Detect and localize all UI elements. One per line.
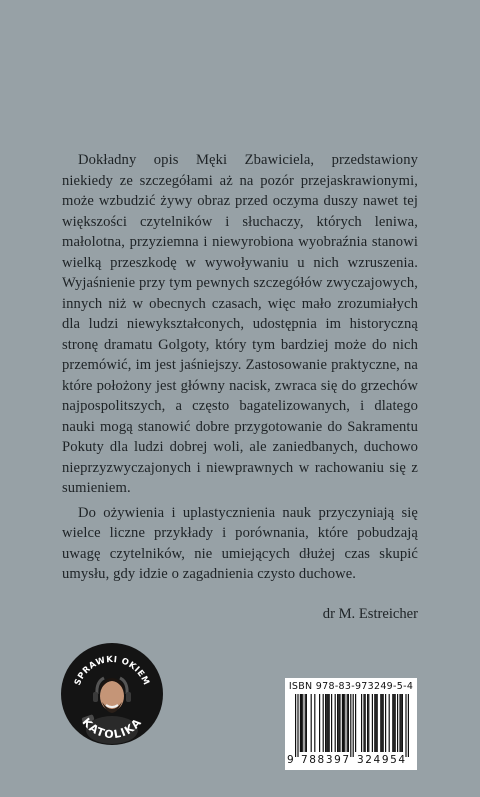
barcode-bar <box>380 694 381 752</box>
barcode-digits-left: 788397 <box>301 754 351 766</box>
barcode-bar <box>393 694 394 752</box>
barcode-bar <box>385 694 386 752</box>
barcode-bar <box>402 694 403 752</box>
barcode-bar <box>327 694 328 752</box>
barcode-bar <box>401 694 402 752</box>
isbn-barcode <box>285 678 417 770</box>
barcode-bar <box>361 694 362 752</box>
barcode-bar <box>302 694 303 752</box>
barcode-bar <box>295 694 296 757</box>
barcode-bar <box>375 694 376 752</box>
barcode-bar <box>383 694 384 752</box>
back-cover-blurb <box>62 150 418 585</box>
barcode-bar <box>392 694 393 752</box>
barcode-bar <box>337 694 338 752</box>
barcode-bar <box>301 694 302 752</box>
barcode-bar <box>367 694 368 752</box>
barcode-bar <box>300 694 301 752</box>
barcode-bar <box>343 694 344 752</box>
barcode-bar <box>365 694 366 752</box>
barcode-bar <box>326 694 327 752</box>
barcode-bar <box>363 694 364 752</box>
barcode-bar <box>342 694 343 752</box>
barcode-bar <box>314 694 315 752</box>
barcode-bars <box>285 678 417 758</box>
barcode-bar <box>381 694 382 752</box>
publisher-logo <box>60 642 164 746</box>
barcode-bar <box>374 694 375 752</box>
barcode-bar <box>353 694 354 757</box>
barcode-digits-right: 324954 <box>357 754 407 766</box>
barcode-bar <box>305 694 306 752</box>
barcode-bar <box>372 694 373 752</box>
barcode-digit-first: 9 <box>287 754 294 766</box>
barcode-bar <box>350 694 351 757</box>
barcode-bar <box>395 694 396 752</box>
barcode-bar <box>348 694 349 752</box>
barcode-bar <box>347 694 348 752</box>
barcode-bar <box>319 694 320 752</box>
barcode-bar <box>335 694 336 752</box>
blurb-paragraph-2: Do ożywienia i uplastycznienia nauk przyczyniają się wielce liczne przykłady i porównania, które pobudzają uwagę czytelników, nie umiejących dłużej czas skupić umysłu, gdy idzie o zagadnienia czysto duchowe. <box>62 504 418 582</box>
blurb-paragraph-1: Dokładny opis Męki Zbawiciela, przedstawiony niekiedy ze szczegółami aż na pozór przejaskrawionymi, może wzbudzić żywy obraz przed oczyma duszy nawet tej większości czytelników i słuchaczy, których leniwa, małolotna, przyziemna i niewyrobiona wyobraźnia stanowi wielką przeszkodę w wywoływaniu u nich wzruszenia. Wyjaśnienie przy tym pewnych szczegółów zwyczajowych, innych niż w obecnych czasach, więc mało zrozumiałych dla ludzi niewykształconych, udostępnia im historyczną stronę dramatu Golgoty, który tym bardziej może do nich przemówić, im jest jaśniejszy. Zastosowanie praktyczne, na które położony jest główny nacisk, zwraca się do grzechów najpospolitszych, a często bagatelizowanych, i dlatego nauki mogą stanowić dobre przygotowanie do Sakramentu Pokuty dla ludzi dobrej woli, ale zaniedbanych, duchowo nieprzyzwyczajonych i niewprawnych w rachowaniu się z sumieniem. <box>62 152 418 496</box>
barcode-bar <box>297 694 298 757</box>
logo-badge-graphic <box>60 642 164 746</box>
isbn-label: ISBN 978-83-973249-5-4 <box>288 681 414 692</box>
barcode-bar <box>338 694 339 752</box>
barcode-bar <box>323 694 324 752</box>
barcode-bar <box>355 694 356 752</box>
barcode-bar <box>408 694 409 757</box>
barcode-bar <box>339 694 340 752</box>
barcode-bar <box>325 694 326 752</box>
author-signature: dr M. Estreicher <box>322 606 418 622</box>
barcode-bar <box>405 694 406 757</box>
barcode-bar <box>344 694 345 752</box>
logo-bottom-text: KATOLIKA <box>79 715 145 742</box>
barcode-bar <box>389 694 390 752</box>
barcode-bar <box>368 694 369 752</box>
barcode-bar <box>377 694 378 752</box>
barcode-bar <box>329 694 330 752</box>
barcode-bar <box>306 694 307 752</box>
barcode-bar <box>399 694 400 752</box>
barcode-bar <box>397 694 398 752</box>
barcode-bar <box>311 694 312 752</box>
logo-top-text: SPRAWKI OKIEM <box>72 654 152 688</box>
barcode-bar <box>331 694 332 752</box>
